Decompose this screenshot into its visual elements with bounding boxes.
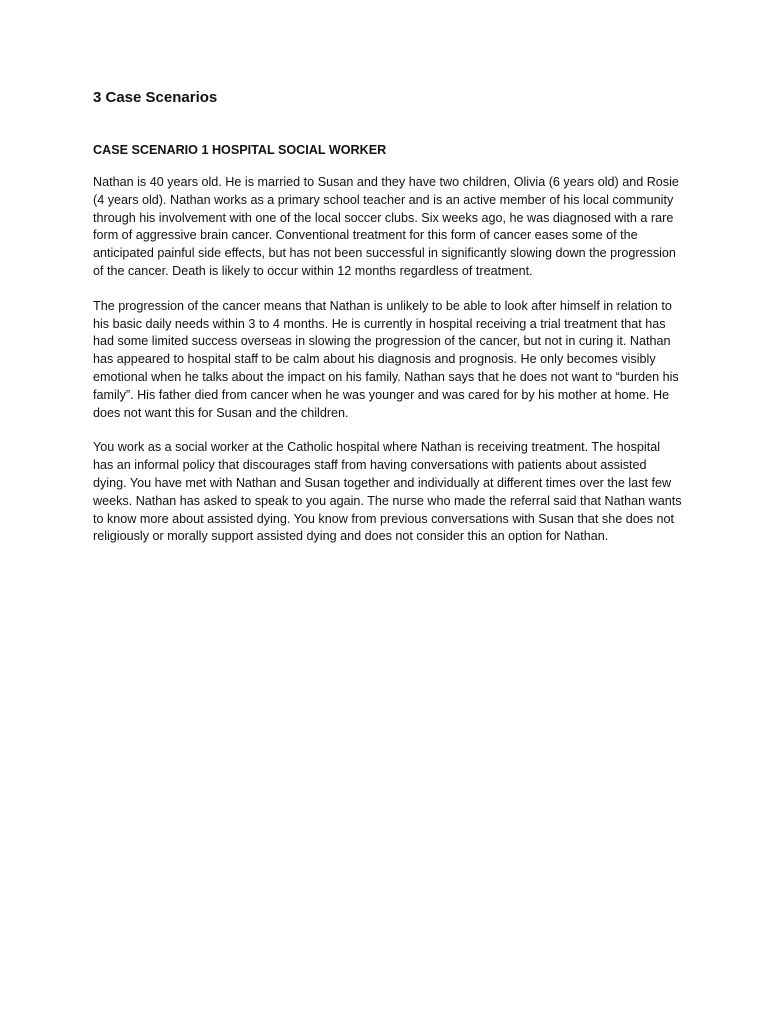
paragraph-social-worker-role: You work as a social worker at the Catholic hospital where Nathan is receiving treatment. The hospital has an informal policy that discourages staff from having conversations with patients about assisted dying. You have met with Nathan and Susan together and individually at different times over the last few weeks. Nathan has asked to speak to you again. The nurse who made the referral said that Nathan wants to know more about assisted dying. You know from previous conversations with Susan that she does not religiously or morally support assisted dying and does not consider this an option for Nathan. [93,440,682,544]
paragraph-background: Nathan is 40 years old. He is married to Susan and they have two children, Olivia (6 years old) and Rosie (4 years old). Nathan works as a primary school teacher and is an active member of his local community through his involvement with one of the local soccer clubs. Six weeks ago, he was diagnosed with a rare form of aggressive brain cancer. Conventional treatment for this form of cancer eases some of the anticipated painful side effects, but has not been successful in significantly slowing down the progression of the cancer. Death is likely to occur within 12 months regardless of treatment. [93,175,679,278]
paragraph-prognosis: The progression of the cancer means that Nathan is unlikely to be able to look after himself in relation to his basic daily needs within 3 to 4 months. He is currently in hospital receiving a trial treatment that has had some limited success overseas in slowing the progression of the cancer, but not in curing it. Nathan has appeared to hospital staff to be calm about his diagnosis and prognosis. He only becomes visibly emotional when he talks about the impact on his family. Nathan says that he does not want to “burden his family”. His father died from cancer when he was younger and was cared for by his mother at home. He does not want this for Susan and the children. [93,298,679,420]
document-page [93,88,693,563]
document-title: 3 Case Scenarios [93,89,218,106]
scenario-heading: CASE SCENARIO 1 HOSPITAL SOCIAL WORKER [93,143,387,157]
